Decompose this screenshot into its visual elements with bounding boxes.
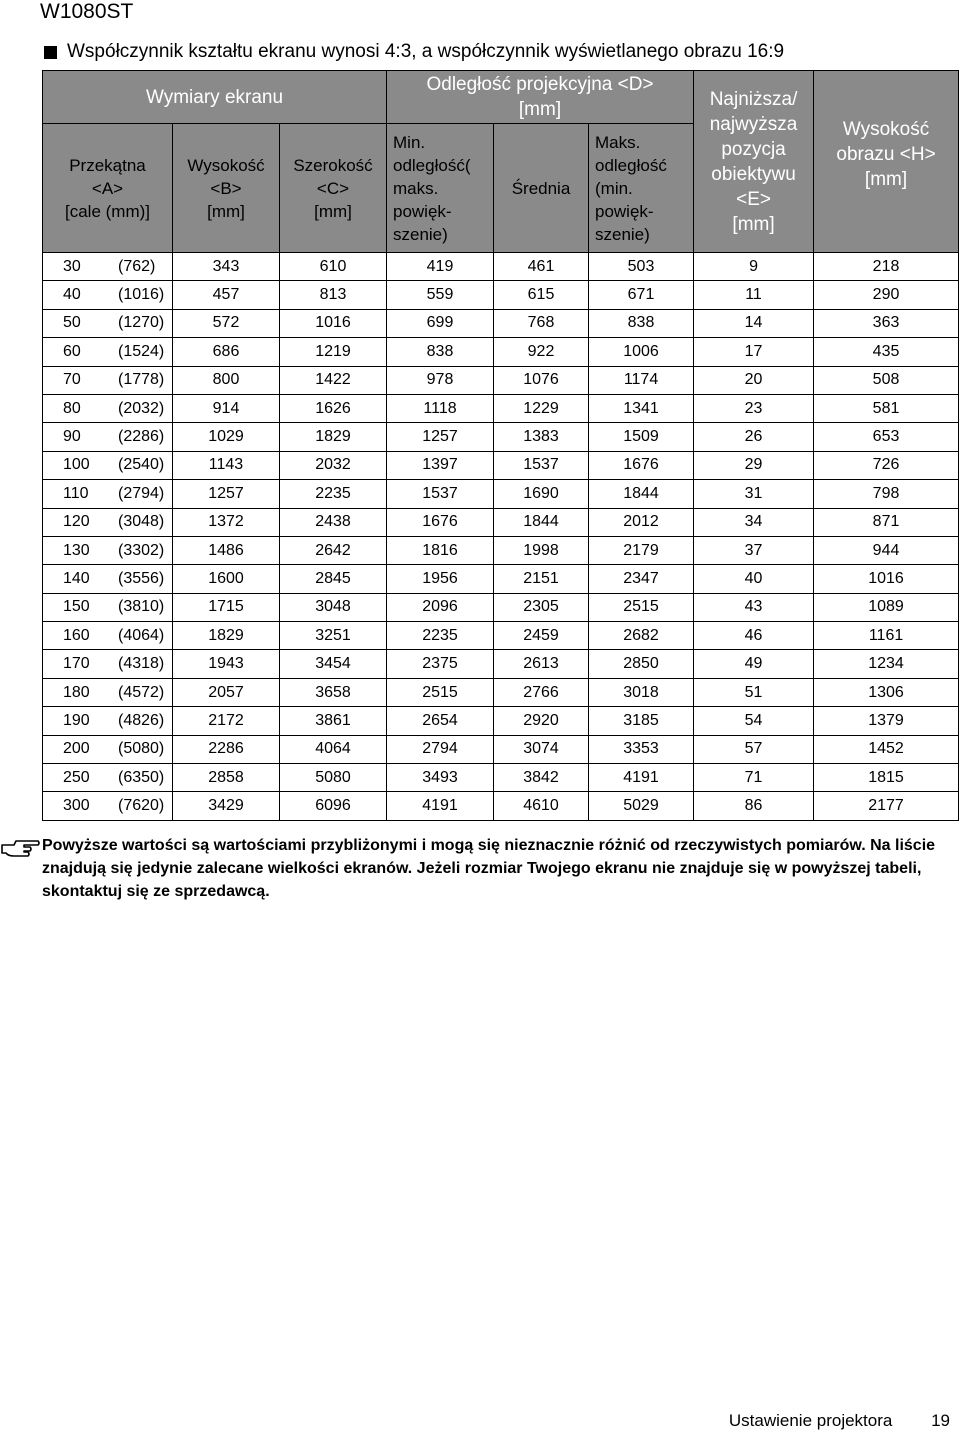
cell-width: 2845 — [280, 565, 387, 593]
table-row — [43, 764, 959, 792]
cell-image-height: 1306 — [814, 678, 959, 706]
cell-diagonal — [43, 650, 173, 678]
square-bullet-icon — [44, 46, 57, 59]
cell-lens-position: 29 — [694, 451, 814, 479]
cell-diagonal — [43, 281, 173, 309]
cell-max-distance: 3018 — [589, 678, 694, 706]
cell-diagonal-inches: 160 — [63, 626, 90, 644]
cell-max-distance: 1844 — [589, 480, 694, 508]
cell-image-height: 1452 — [814, 735, 959, 763]
cell-average-distance: 1383 — [494, 423, 589, 451]
header-line: <E> — [736, 188, 771, 210]
cell-average-distance: 3842 — [494, 764, 589, 792]
header-line: [mm] — [207, 201, 245, 221]
header-line: pozycja — [721, 138, 786, 160]
cell-lens-position: 40 — [694, 565, 814, 593]
header-height — [173, 124, 280, 253]
cell-diagonal — [43, 394, 173, 422]
cell-diagonal-mm: (2286) — [118, 428, 165, 446]
cell-image-height: 1815 — [814, 764, 959, 792]
header-line: Przekątna — [69, 155, 146, 175]
cell-max-distance: 3185 — [589, 707, 694, 735]
cell-average-distance: 2920 — [494, 707, 589, 735]
cell-diagonal-mm: (4064) — [118, 626, 165, 644]
cell-image-height: 508 — [814, 366, 959, 394]
table-row — [43, 394, 959, 422]
cell-diagonal-mm: (1016) — [118, 286, 165, 304]
cell-image-height: 1089 — [814, 593, 959, 621]
header-line: <A> — [91, 178, 124, 198]
table-row — [43, 678, 959, 706]
cell-lens-position: 46 — [694, 622, 814, 650]
table-row — [43, 423, 959, 451]
cell-min-distance: 2654 — [387, 707, 494, 735]
page-number: 19 — [931, 1411, 950, 1430]
cell-average-distance: 4610 — [494, 792, 589, 820]
cell-min-distance: 1676 — [387, 508, 494, 536]
table-body — [43, 253, 959, 821]
cell-average-distance: 2305 — [494, 593, 589, 621]
cell-max-distance: 2179 — [589, 536, 694, 564]
cell-diagonal — [43, 764, 173, 792]
header-line: Wysokość — [187, 155, 265, 175]
cell-diagonal — [43, 508, 173, 536]
cell-height: 2858 — [173, 764, 280, 792]
cell-width: 1422 — [280, 366, 387, 394]
cell-lens-position: 71 — [694, 764, 814, 792]
section-heading — [44, 40, 784, 64]
cell-average-distance: 2766 — [494, 678, 589, 706]
header-line: obrazu <H> — [836, 144, 936, 165]
cell-min-distance: 2794 — [387, 735, 494, 763]
cell-width: 6096 — [280, 792, 387, 820]
table-row — [43, 593, 959, 621]
header-line: odległość — [595, 155, 667, 175]
cell-average-distance: 1229 — [494, 394, 589, 422]
header-line: Wysokość — [842, 119, 930, 140]
cell-min-distance: 4191 — [387, 792, 494, 820]
cell-lens-position: 54 — [694, 707, 814, 735]
cell-min-distance: 838 — [387, 338, 494, 366]
cell-width: 3251 — [280, 622, 387, 650]
cell-diagonal-inches: 30 — [63, 257, 81, 275]
header-line: powięk- — [393, 201, 452, 221]
cell-height: 1600 — [173, 565, 280, 593]
cell-width: 2032 — [280, 451, 387, 479]
cell-diagonal-inches: 70 — [63, 371, 81, 389]
group-header-distance-line: Odległość projekcyjna <D> — [426, 74, 654, 95]
cell-height: 572 — [173, 309, 280, 337]
cell-width: 2235 — [280, 480, 387, 508]
projection-table — [42, 70, 959, 821]
cell-diagonal — [43, 735, 173, 763]
cell-diagonal-mm: (2794) — [118, 484, 165, 502]
cell-lens-position: 31 — [694, 480, 814, 508]
cell-min-distance: 3493 — [387, 764, 494, 792]
cell-diagonal-mm: (1270) — [118, 314, 165, 332]
cell-diagonal-mm: (4826) — [118, 711, 165, 729]
header-diagonal — [43, 124, 173, 253]
header-line: (min. — [595, 178, 633, 198]
model-name: W1080ST — [40, 0, 134, 23]
cell-height: 2286 — [173, 735, 280, 763]
cell-diagonal — [43, 338, 173, 366]
cell-max-distance: 2515 — [589, 593, 694, 621]
cell-image-height: 2177 — [814, 792, 959, 820]
cell-diagonal — [43, 707, 173, 735]
cell-width: 2642 — [280, 536, 387, 564]
header-lens-position — [694, 71, 814, 253]
header-line: Średnia — [511, 178, 571, 198]
cell-average-distance: 2151 — [494, 565, 589, 593]
cell-diagonal — [43, 565, 173, 593]
header-line: Najniższa/ — [709, 88, 798, 110]
cell-lens-position: 43 — [694, 593, 814, 621]
cell-image-height: 363 — [814, 309, 959, 337]
cell-width: 3048 — [280, 593, 387, 621]
cell-image-height: 581 — [814, 394, 959, 422]
cell-height: 343 — [173, 253, 280, 281]
cell-width: 3658 — [280, 678, 387, 706]
table-row — [43, 650, 959, 678]
cell-image-height: 218 — [814, 253, 959, 281]
cell-diagonal-inches: 190 — [63, 711, 90, 729]
cell-average-distance: 1076 — [494, 366, 589, 394]
cell-average-distance: 1844 — [494, 508, 589, 536]
cell-average-distance: 2459 — [494, 622, 589, 650]
cell-average-distance: 2613 — [494, 650, 589, 678]
cell-max-distance: 5029 — [589, 792, 694, 820]
cell-image-height: 1161 — [814, 622, 959, 650]
cell-min-distance: 1956 — [387, 565, 494, 593]
header-min-distance — [387, 124, 494, 253]
cell-lens-position: 20 — [694, 366, 814, 394]
cell-height: 1257 — [173, 480, 280, 508]
cell-image-height: 944 — [814, 536, 959, 564]
header-width — [280, 124, 387, 253]
header-line: obiektywu — [711, 163, 796, 185]
cell-min-distance: 1118 — [387, 394, 494, 422]
cell-diagonal — [43, 253, 173, 281]
header-line: [cale (mm)] — [65, 201, 150, 221]
cell-min-distance: 419 — [387, 253, 494, 281]
group-header-screen: Wymiary ekranu — [43, 71, 387, 124]
cell-diagonal-inches: 50 — [63, 314, 81, 332]
cell-average-distance: 1690 — [494, 480, 589, 508]
cell-max-distance: 1341 — [589, 394, 694, 422]
header-average-distance — [494, 124, 589, 253]
header-line: <B> — [210, 178, 242, 198]
cell-lens-position: 51 — [694, 678, 814, 706]
cell-max-distance: 1006 — [589, 338, 694, 366]
cell-image-height: 290 — [814, 281, 959, 309]
table-row — [43, 309, 959, 337]
header-line: Min. — [393, 132, 426, 152]
cell-image-height: 871 — [814, 508, 959, 536]
cell-max-distance: 671 — [589, 281, 694, 309]
cell-diagonal-mm: (3302) — [118, 541, 165, 559]
cell-max-distance: 4191 — [589, 764, 694, 792]
cell-average-distance: 768 — [494, 309, 589, 337]
cell-height: 2057 — [173, 678, 280, 706]
cell-lens-position: 14 — [694, 309, 814, 337]
header-line: <C> — [316, 178, 350, 198]
cell-image-height: 1016 — [814, 565, 959, 593]
cell-image-height: 798 — [814, 480, 959, 508]
header-line: Szerokość — [293, 155, 373, 175]
cell-diagonal — [43, 622, 173, 650]
cell-min-distance: 699 — [387, 309, 494, 337]
cell-min-distance: 2096 — [387, 593, 494, 621]
cell-image-height: 726 — [814, 451, 959, 479]
cell-diagonal-mm: (4572) — [118, 683, 165, 701]
cell-height: 1029 — [173, 423, 280, 451]
cell-width: 1219 — [280, 338, 387, 366]
cell-diagonal-inches: 200 — [63, 740, 90, 758]
table-row — [43, 508, 959, 536]
cell-min-distance: 1816 — [387, 536, 494, 564]
header-image-height — [814, 71, 959, 253]
cell-average-distance: 1998 — [494, 536, 589, 564]
cell-average-distance: 615 — [494, 281, 589, 309]
table-row — [43, 366, 959, 394]
cell-diagonal-inches: 300 — [63, 797, 90, 815]
header-line: szenie) — [393, 224, 448, 244]
cell-width: 813 — [280, 281, 387, 309]
header-line: najwyższa — [709, 113, 798, 135]
cell-diagonal-mm: (1524) — [118, 342, 165, 360]
cell-diagonal-mm: (7620) — [118, 797, 165, 815]
cell-max-distance: 2012 — [589, 508, 694, 536]
cell-max-distance: 2682 — [589, 622, 694, 650]
cell-height: 686 — [173, 338, 280, 366]
group-header-distance — [387, 71, 694, 124]
cell-min-distance: 2375 — [387, 650, 494, 678]
cell-diagonal-inches: 110 — [63, 484, 89, 502]
cell-height: 457 — [173, 281, 280, 309]
cell-lens-position: 23 — [694, 394, 814, 422]
cell-width: 5080 — [280, 764, 387, 792]
section-heading-text: Współczynnik kształtu ekranu wynosi 4:3, a współczynnik wyświetlanego obrazu 16:9 — [67, 41, 785, 62]
header-line: szenie) — [595, 224, 650, 244]
cell-diagonal — [43, 792, 173, 820]
table-row — [43, 253, 959, 281]
cell-diagonal-inches: 180 — [63, 683, 90, 701]
cell-max-distance: 1509 — [589, 423, 694, 451]
cell-diagonal-mm: (2540) — [118, 456, 165, 474]
table-row — [43, 536, 959, 564]
cell-height: 1715 — [173, 593, 280, 621]
cell-height: 1829 — [173, 622, 280, 650]
table-row — [43, 338, 959, 366]
table-row — [43, 735, 959, 763]
cell-diagonal-mm: (762) — [118, 257, 156, 275]
cell-lens-position: 86 — [694, 792, 814, 820]
cell-diagonal-inches: 130 — [63, 541, 90, 559]
cell-diagonal-mm: (3810) — [118, 598, 165, 616]
cell-height: 914 — [173, 394, 280, 422]
footer-section-title: Ustawienie projektora — [728, 1411, 893, 1430]
cell-diagonal — [43, 451, 173, 479]
cell-lens-position: 11 — [694, 281, 814, 309]
cell-diagonal-inches: 170 — [63, 655, 90, 673]
cell-average-distance: 461 — [494, 253, 589, 281]
cell-width: 610 — [280, 253, 387, 281]
cell-height: 1143 — [173, 451, 280, 479]
cell-max-distance: 503 — [589, 253, 694, 281]
cell-max-distance: 1174 — [589, 366, 694, 394]
cell-diagonal — [43, 309, 173, 337]
cell-lens-position: 34 — [694, 508, 814, 536]
cell-max-distance: 2850 — [589, 650, 694, 678]
cell-min-distance: 1397 — [387, 451, 494, 479]
cell-width: 1829 — [280, 423, 387, 451]
group-header-distance-line: [mm] — [518, 99, 562, 120]
cell-image-height: 1379 — [814, 707, 959, 735]
cell-height: 1486 — [173, 536, 280, 564]
cell-max-distance: 1676 — [589, 451, 694, 479]
cell-height: 1372 — [173, 508, 280, 536]
cell-diagonal-inches: 140 — [63, 569, 90, 587]
cell-min-distance: 1257 — [387, 423, 494, 451]
note-text: Powyższe wartości są wartościami przybliżonymi i mogą się nieznacznie różnić od rzeczywistych pomiarów. Na liście znajdują się jedynie zalecane wielkości ekranów. Jeżeli rozmiar Twojego ekranu nie znajduje się w powyższej tabeli, skontaktuj się ze sprzedawcą. — [42, 837, 936, 900]
cell-diagonal-mm: (2032) — [118, 399, 165, 417]
cell-lens-position: 49 — [694, 650, 814, 678]
cell-diagonal — [43, 536, 173, 564]
cell-lens-position: 17 — [694, 338, 814, 366]
cell-average-distance: 922 — [494, 338, 589, 366]
cell-min-distance: 978 — [387, 366, 494, 394]
cell-width: 1626 — [280, 394, 387, 422]
cell-diagonal-mm: (3048) — [118, 513, 165, 531]
cell-diagonal-inches: 100 — [63, 456, 90, 474]
header-line: maks. — [393, 178, 439, 198]
cell-diagonal-inches: 150 — [63, 598, 90, 616]
cell-width: 2438 — [280, 508, 387, 536]
cell-diagonal-mm: (3556) — [118, 569, 165, 587]
header-line: Maks. — [595, 132, 641, 152]
cell-diagonal-inches: 80 — [63, 399, 81, 417]
cell-diagonal-inches: 90 — [63, 428, 81, 446]
header-line: [mm] — [732, 213, 775, 235]
cell-min-distance: 559 — [387, 281, 494, 309]
table-row — [43, 281, 959, 309]
cell-lens-position: 37 — [694, 536, 814, 564]
header-line: odległość( — [393, 155, 471, 175]
cell-min-distance: 2515 — [387, 678, 494, 706]
cell-image-height: 1234 — [814, 650, 959, 678]
cell-diagonal-mm: (5080) — [118, 740, 165, 758]
cell-lens-position: 57 — [694, 735, 814, 763]
cell-width: 3861 — [280, 707, 387, 735]
cell-image-height: 653 — [814, 423, 959, 451]
cell-diagonal-mm: (4318) — [118, 655, 165, 673]
cell-width: 3454 — [280, 650, 387, 678]
cell-height: 800 — [173, 366, 280, 394]
header-max-distance — [589, 124, 694, 253]
cell-image-height: 435 — [814, 338, 959, 366]
cell-diagonal-inches: 250 — [63, 768, 90, 786]
cell-diagonal-mm: (1778) — [118, 371, 165, 389]
cell-max-distance: 2347 — [589, 565, 694, 593]
cell-diagonal — [43, 593, 173, 621]
header-line: powięk- — [595, 201, 654, 221]
cell-width: 1016 — [280, 309, 387, 337]
cell-width: 4064 — [280, 735, 387, 763]
cell-diagonal-mm: (6350) — [118, 768, 165, 786]
cell-height: 1943 — [173, 650, 280, 678]
cell-max-distance: 3353 — [589, 735, 694, 763]
cell-max-distance: 838 — [589, 309, 694, 337]
cell-diagonal-inches: 60 — [63, 342, 81, 360]
cell-diagonal — [43, 366, 173, 394]
cell-min-distance: 1537 — [387, 480, 494, 508]
table-row — [43, 622, 959, 650]
cell-lens-position: 26 — [694, 423, 814, 451]
cell-diagonal — [43, 678, 173, 706]
cell-lens-position: 9 — [694, 253, 814, 281]
table-row — [43, 707, 959, 735]
page-footer — [729, 1410, 950, 1432]
cell-diagonal — [43, 480, 173, 508]
cell-min-distance: 2235 — [387, 622, 494, 650]
cell-diagonal-inches: 40 — [63, 286, 81, 304]
cell-height: 2172 — [173, 707, 280, 735]
cell-average-distance: 1537 — [494, 451, 589, 479]
header-line: [mm] — [864, 169, 908, 190]
cell-average-distance: 3074 — [494, 735, 589, 763]
table-row — [43, 565, 959, 593]
cell-diagonal — [43, 423, 173, 451]
cell-height: 3429 — [173, 792, 280, 820]
cell-diagonal-inches: 120 — [63, 513, 90, 531]
table-row — [43, 480, 959, 508]
table-row — [43, 792, 959, 820]
pointing-hand-icon — [0, 837, 40, 859]
header-line: [mm] — [314, 201, 352, 221]
table-row — [43, 451, 959, 479]
